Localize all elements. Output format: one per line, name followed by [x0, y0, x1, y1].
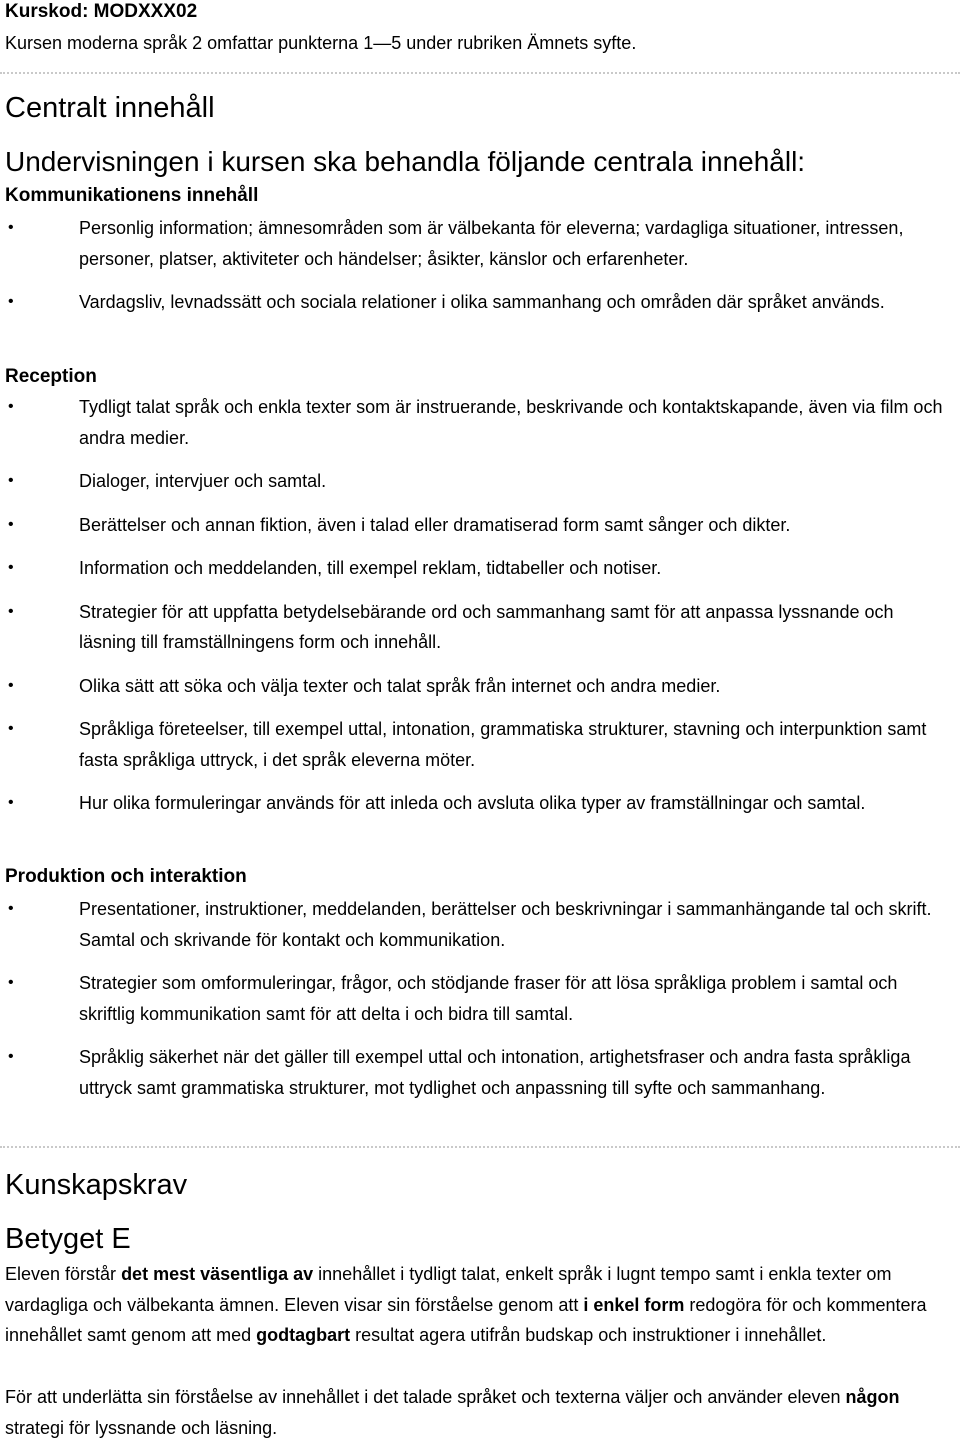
course-intro: Kursen moderna språk 2 omfattar punkterna 1—5 under rubriken Ämnets syfte.	[5, 33, 637, 53]
text-span: resultat agera utifrån budskap och instruktioner i innehållet.	[350, 1325, 827, 1345]
section-heading-communication: Kommunikationens innehåll	[5, 185, 259, 206]
section-divider	[0, 1146, 960, 1148]
central-content-title: Centralt innehåll	[5, 92, 215, 124]
bold-value: i enkel form	[583, 1294, 685, 1315]
list-item: • Olika sätt att söka och välja texter och talat språk från internet och andra medier.	[0, 671, 960, 702]
strategy-paragraph	[5, 1382, 950, 1443]
list-item: • Presentationer, instruktioner, meddelanden, berättelser och beskrivningar i sammanhängande tal och skrift. Samtal och skrivande för kontakt och kommunikation.	[0, 894, 960, 955]
course-code: Kurskod: MODXXX02	[5, 1, 198, 22]
text-span: Eleven förstår	[5, 1264, 122, 1284]
section-heading-production: Produktion och interaktion	[5, 866, 247, 887]
section-heading-reception: Reception	[5, 366, 97, 387]
production-list	[0, 894, 960, 1103]
list-item: • Strategier som omformuleringar, frågor, och stödjande fraser för att lösa språkliga problem i samtal och skriftlig kommunikation samt för att delta i och bidra till samtal.	[0, 968, 960, 1029]
list-item: • Personlig information; ämnesområden som är välbekanta för eleverna; vardagliga situationer, intressen, personer, platser, aktiviteter och händelser; åsikter, känslor och erfarenheter.	[0, 213, 960, 274]
list-item: • Strategier för att uppfatta betydelsebärande ord och sammanhang samt för att anpassa lyssnande och läsning till framställningens form och innehåll.	[0, 597, 960, 658]
grade-title: Betyget E	[5, 1223, 131, 1255]
requirements-title: Kunskapskrav	[5, 1169, 188, 1201]
bold-value: godtagbart	[256, 1325, 351, 1345]
text-span: innehållet i tydligt talat, enkelt språk i lugnt tempo samt i enkla texter om vardagliga och välbekanta ämnen. Eleven visar sin förståelse genom att	[5, 1264, 892, 1315]
text-span: För att underlätta sin förståelse av innehållet i det talade språket och texterna väljer och använder eleven	[5, 1387, 846, 1407]
text-span: strategi för lyssnande och läsning.	[5, 1417, 278, 1438]
bold-value: det mest väsentliga av	[121, 1264, 314, 1284]
list-item: • Dialoger, intervjuer och samtal.	[0, 466, 960, 497]
list-item: • Hur olika formuleringar används för att inleda och avsluta olika typer av framställningar och samtal.	[0, 788, 960, 819]
grade-e-paragraph	[5, 1259, 950, 1351]
list-item: • Vardagsliv, levnadssätt och sociala relationer i olika sammanhang och områden där språket används.	[0, 287, 960, 318]
central-content-subtitle: Undervisningen i kursen ska behandla följande centrala innehåll:	[5, 146, 806, 177]
list-item: • Språklig säkerhet när det gäller till exempel uttal och intonation, artighetsfraser och andra fasta språkliga uttryck samt grammatiska strukturer, mot tydlighet och anpassning till syfte och sammanhang.	[0, 1042, 960, 1103]
list-item: • Språkliga företeelser, till exempel uttal, intonation, grammatiska strukturer, stavning och interpunktion samt fasta språkliga uttryck, i det språk eleverna möter.	[0, 714, 960, 775]
list-item: • Tydligt talat språk och enkla texter som är instruerande, beskrivande och kontaktskapande, även via film och andra medier.	[0, 392, 960, 453]
list-item: • Berättelser och annan fiktion, även i talad eller dramatiserad form samt sånger och dikter.	[0, 510, 960, 541]
reception-list	[0, 392, 960, 819]
list-item: • Information och meddelanden, till exempel reklam, tidtabeller och notiser.	[0, 553, 960, 584]
text-span: redogöra för och kommentera innehållet samt genom att med	[5, 1294, 927, 1345]
communication-list	[0, 213, 960, 318]
bold-value: någon	[845, 1387, 900, 1407]
section-divider	[0, 72, 960, 74]
